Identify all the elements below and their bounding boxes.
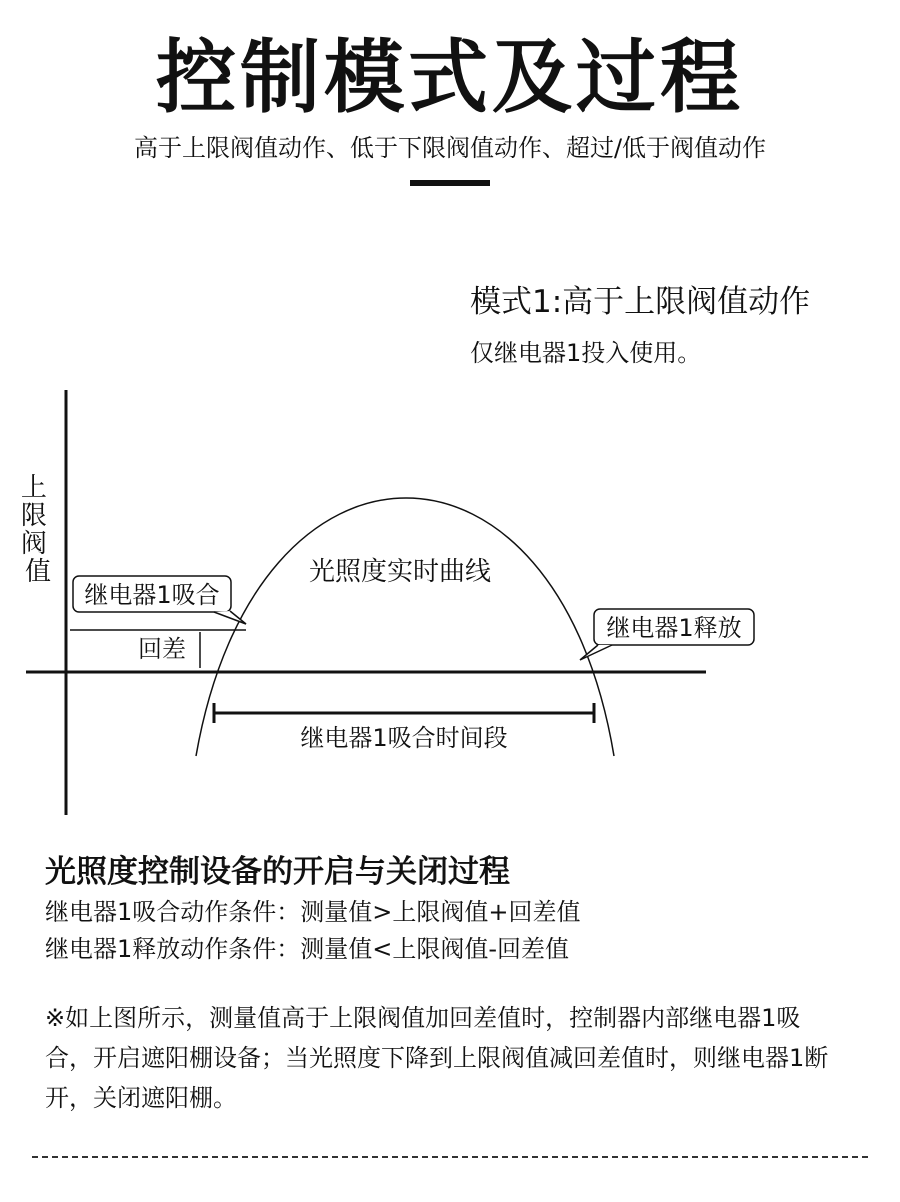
relay-close-condition: 继电器1吸合动作条件：测量值>上限阀值+回差值 — [45, 898, 581, 926]
page-title: 控制模式及过程 — [156, 31, 744, 124]
relay-release-label: 继电器1释放 — [606, 614, 742, 642]
curve-label: 光照度实时曲线 — [308, 557, 492, 587]
light-curve — [196, 498, 614, 756]
hysteresis-label: 回差 — [138, 635, 186, 663]
relay-release-condition: 继电器1释放动作条件：测量值<上限阀值-回差值 — [45, 935, 570, 963]
mode-title: 模式1:高于上限阀值动作 — [470, 284, 811, 320]
bottom-divider — [32, 1156, 868, 1158]
threshold-diagram — [0, 380, 900, 830]
title-divider — [410, 180, 490, 186]
page-subtitle: 高于上限阀值动作、低于下限阀值动作、超过/低于阀值动作 — [133, 134, 767, 162]
explanation-note: ※如上图所示，测量值高于上限阀值加回差值时，控制器内部继电器1吸合，开启遮阳棚设备；当光照度下降到上限阀值减回差值时，则继电器1断开，关闭遮阳棚。 — [45, 1004, 829, 1112]
relay-close-label: 继电器1吸合 — [84, 581, 220, 609]
close-period-label: 继电器1吸合时间段 — [300, 724, 508, 752]
section-title: 光照度控制设备的开启与关闭过程 — [45, 854, 510, 890]
y-axis-label: 上 限 阀 值 — [20, 473, 52, 587]
mode-description: 仅继电器1投入使用。 — [470, 339, 702, 367]
